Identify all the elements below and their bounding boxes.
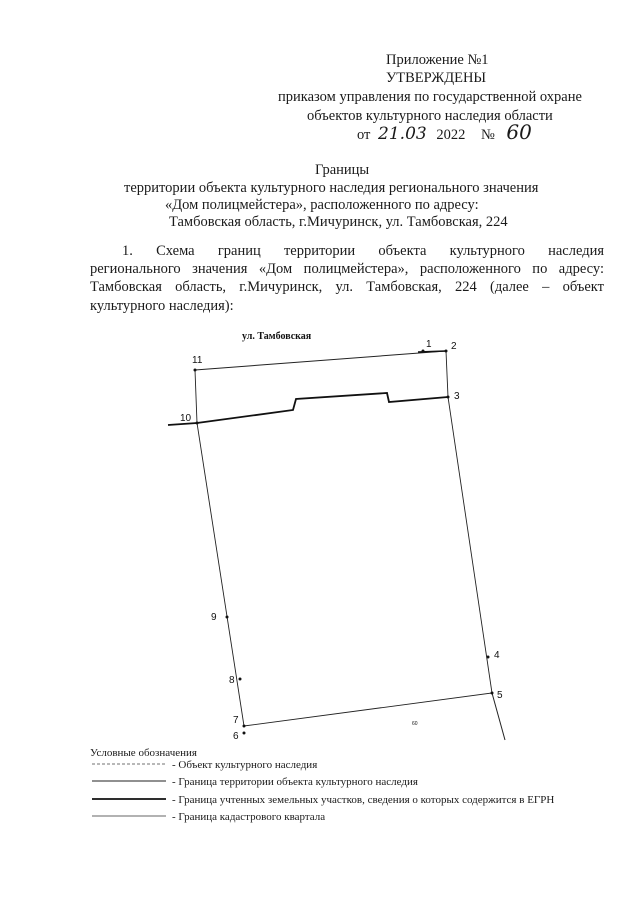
approved-label: УТВЕРЖДЕНЫ [386, 70, 487, 86]
handwritten-date: 21.03 [378, 124, 427, 144]
legend-item-parcels: - Граница учтенных земельных участков, сведения о которых содержится в ЕГРН [172, 794, 555, 806]
building-outline-front [168, 393, 448, 425]
point-9-marker [226, 616, 229, 619]
point-1-marker [422, 350, 425, 353]
point-3-marker [447, 396, 450, 399]
point-8-marker [239, 678, 242, 681]
point-2-label: 2 [451, 341, 457, 352]
point-7-label: 7 [233, 715, 239, 726]
point-9-label: 9 [211, 612, 217, 623]
handwritten-number: 60 [506, 120, 532, 144]
paragraph-line-4: культурного наследия): [90, 298, 234, 314]
point-4-label: 4 [494, 650, 500, 661]
title-line-4: Тамбовская область, г.Мичуринск, ул. Тамбовская, 224 [169, 214, 508, 230]
legend-item-territory: - Граница территории объекта культурного наследия [172, 776, 418, 788]
point-11-label: 11 [192, 355, 203, 366]
title-line-3: «Дом полицмейстера», расположенного по адресу: [165, 197, 479, 213]
paragraph-line-2: регионального значения «Дом полицмейстера», расположенного по адресу: [90, 261, 604, 277]
appendix-label: Приложение №1 [386, 52, 489, 68]
point-10-marker [196, 422, 199, 425]
point-7-marker [243, 725, 246, 728]
paragraph-line-1: 1. Схема границ территории объекта культурного наследия [122, 243, 604, 259]
legend-item-quarter: - Граница кадастрового квартала [172, 811, 326, 823]
legend-title: Условные обозначения [90, 747, 197, 759]
number-sign: № [480, 127, 495, 143]
inner-parcel-mark: 60 [412, 721, 418, 727]
point-2-marker [445, 350, 448, 353]
objects-line: объектов культурного наследия области [307, 108, 553, 124]
point-10-label: 10 [180, 413, 192, 424]
point-5-marker [491, 692, 494, 695]
title-boundaries: Границы [315, 162, 370, 178]
point-4-marker [487, 656, 490, 659]
territory-boundary [195, 351, 492, 726]
street-label: ул. Тамбовская [242, 331, 312, 342]
title-line-2: территории объекта культурного наследия регионального значения [124, 180, 539, 196]
by-order-line: приказом управления по государственной охране [278, 89, 582, 105]
point-6-marker [243, 732, 246, 735]
order-year: 2022 [436, 127, 466, 143]
point-8-label: 8 [229, 675, 235, 686]
point-6-label: 6 [233, 731, 239, 742]
paragraph-line-3: Тамбовская область, г.Мичуринск, ул. Тамбовская, 224 (далее – объект [90, 279, 604, 295]
point-3-label: 3 [454, 391, 460, 402]
legend-item-object: - Объект культурного наследия [172, 759, 318, 771]
point-11-marker [194, 369, 197, 372]
date-prefix: от [357, 127, 371, 143]
parcel-boundary-top [195, 351, 446, 370]
point-1-label: 1 [426, 339, 432, 350]
point-5-label: 5 [497, 690, 503, 701]
